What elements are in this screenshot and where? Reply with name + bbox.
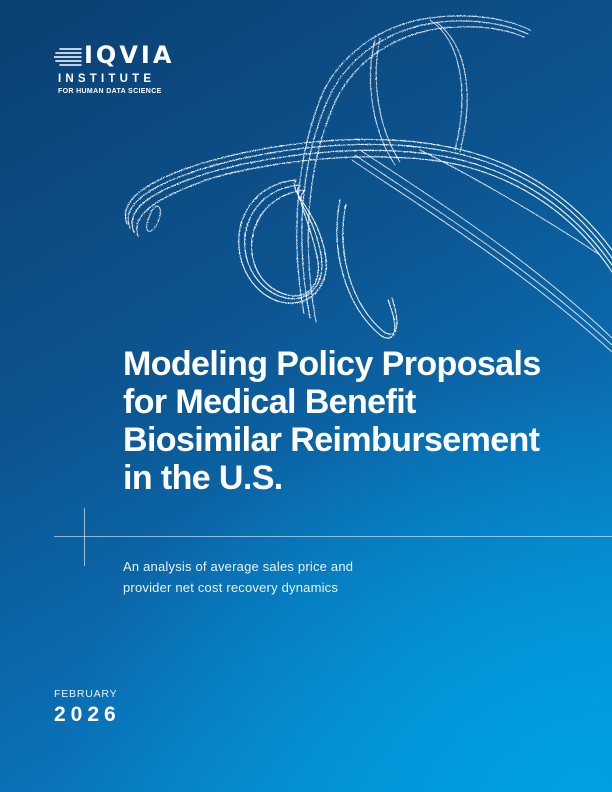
- logo-tagline: FOR HUMAN DATA SCIENCE: [58, 88, 162, 95]
- crosshair-vertical-mark: [84, 508, 85, 566]
- subtitle-line-2: provider net cost recovery dynamics: [123, 580, 339, 595]
- subtitle-line-1: An analysis of average sales price and: [123, 559, 354, 574]
- brushstroke-swirl-graphic: [0, 0, 612, 360]
- title-line-1: Modeling Policy Proposals: [123, 345, 541, 383]
- publication-month: FEBRUARY: [54, 688, 118, 700]
- logo-wordmark: IQVIA: [84, 41, 175, 69]
- report-title: [123, 345, 593, 497]
- title-line-2: for Medical Benefit: [123, 383, 416, 421]
- title-line-4: in the U.S.: [123, 459, 283, 497]
- logo-institute: INSTITUTE: [58, 73, 156, 85]
- publication-year: 2026: [54, 703, 121, 726]
- report-subtitle: [123, 556, 503, 598]
- title-line-3: Biosimilar Reimbursement: [123, 421, 540, 459]
- horizontal-divider: [54, 536, 612, 537]
